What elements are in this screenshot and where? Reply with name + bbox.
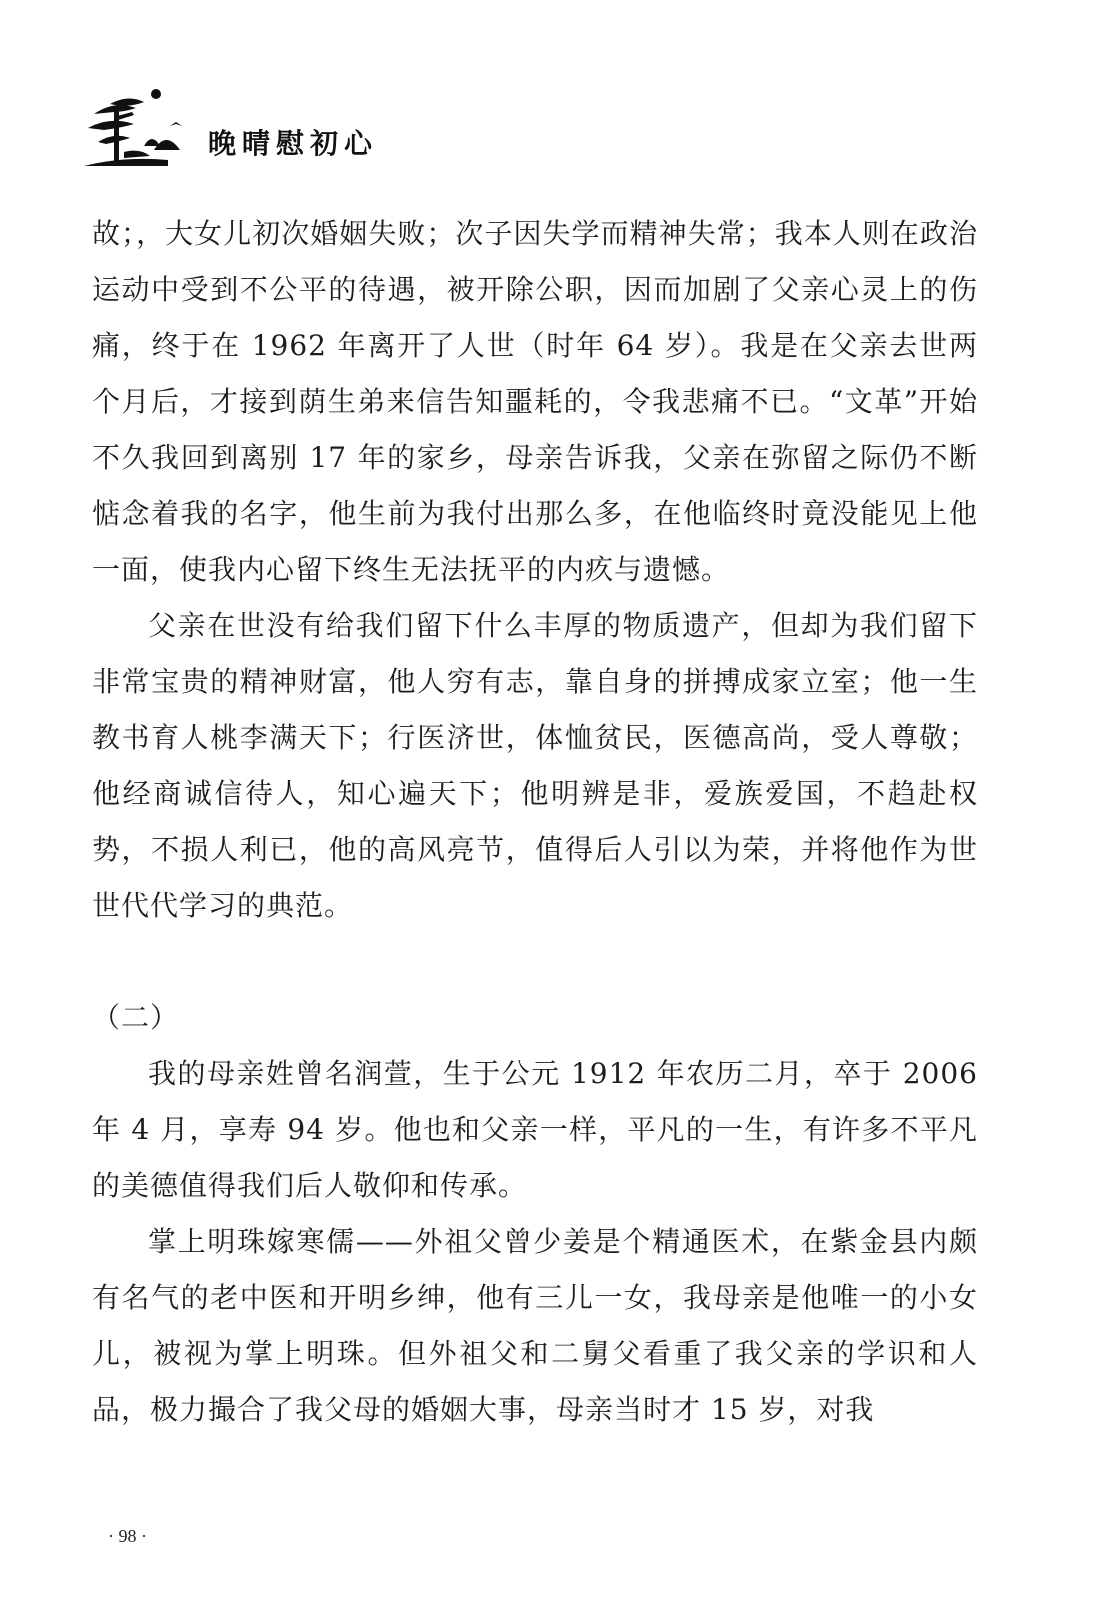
page-body (92, 206, 978, 1438)
pine-tree-moon-icon (84, 86, 196, 172)
paragraph: 故；，大女儿初次婚姻失败；次子因失学而精神失常；我本人则在政治运动中受到不公平的待遇，被开除公职，因而加剧了父亲心灵上的伤痛，终于在 1962 年离开了人世（时年 64 岁）。我是在父亲去世两个月后，才接到荫生弟来信告知噩耗的，令我悲痛不已。“文革”开始不久我回到离别 17 年的家乡，母亲告诉我，父亲在弥留之际仍不断惦念着我的名字，他生前为我付出那么多，在他临终时竟没能见上他一面，使我内心留下终生无法抚平的内疚与遗憾。 (92, 217, 978, 586)
book-title: 晚晴慰初心 (208, 127, 379, 160)
section-heading: （二） (92, 1001, 180, 1034)
page-number: · 98 · (108, 1526, 147, 1546)
paragraph: 我的母亲姓曾名润萱，生于公元 1912 年农历二月，卒于 2006 年 4 月，享寿 94 岁。他也和父亲一样，平凡的一生，有许多不平凡的美德值得我们后人敬仰和传承。 (92, 1057, 978, 1202)
running-header (84, 86, 504, 176)
paragraph: 父亲在世没有给我们留下什么丰厚的物质遗产，但却为我们留下非常宝贵的精神财富，他人穷有志，靠自身的拼搏成家立室；他一生教书育人桃李满天下；行医济世，体恤贫民，医德高尚，受人尊敬；他经商诚信待人，知心遍天下；他明辨是非，爱族爱国，不趋赴权势，不损人利已，他的高风亮节，值得后人引以为荣，并将他作为世世代代学习的典范。 (92, 609, 978, 922)
paragraph: 掌上明珠嫁寒儒——外祖父曾少姜是个精通医术，在紫金县内颇有名气的老中医和开明乡绅，他有三儿一女，我母亲是他唯一的小女儿，被视为掌上明珠。但外祖父和二舅父看重了我父亲的学识和人品，极力撮合了我父母的婚姻大事，母亲当时才 15 岁，对我 (92, 1225, 978, 1426)
